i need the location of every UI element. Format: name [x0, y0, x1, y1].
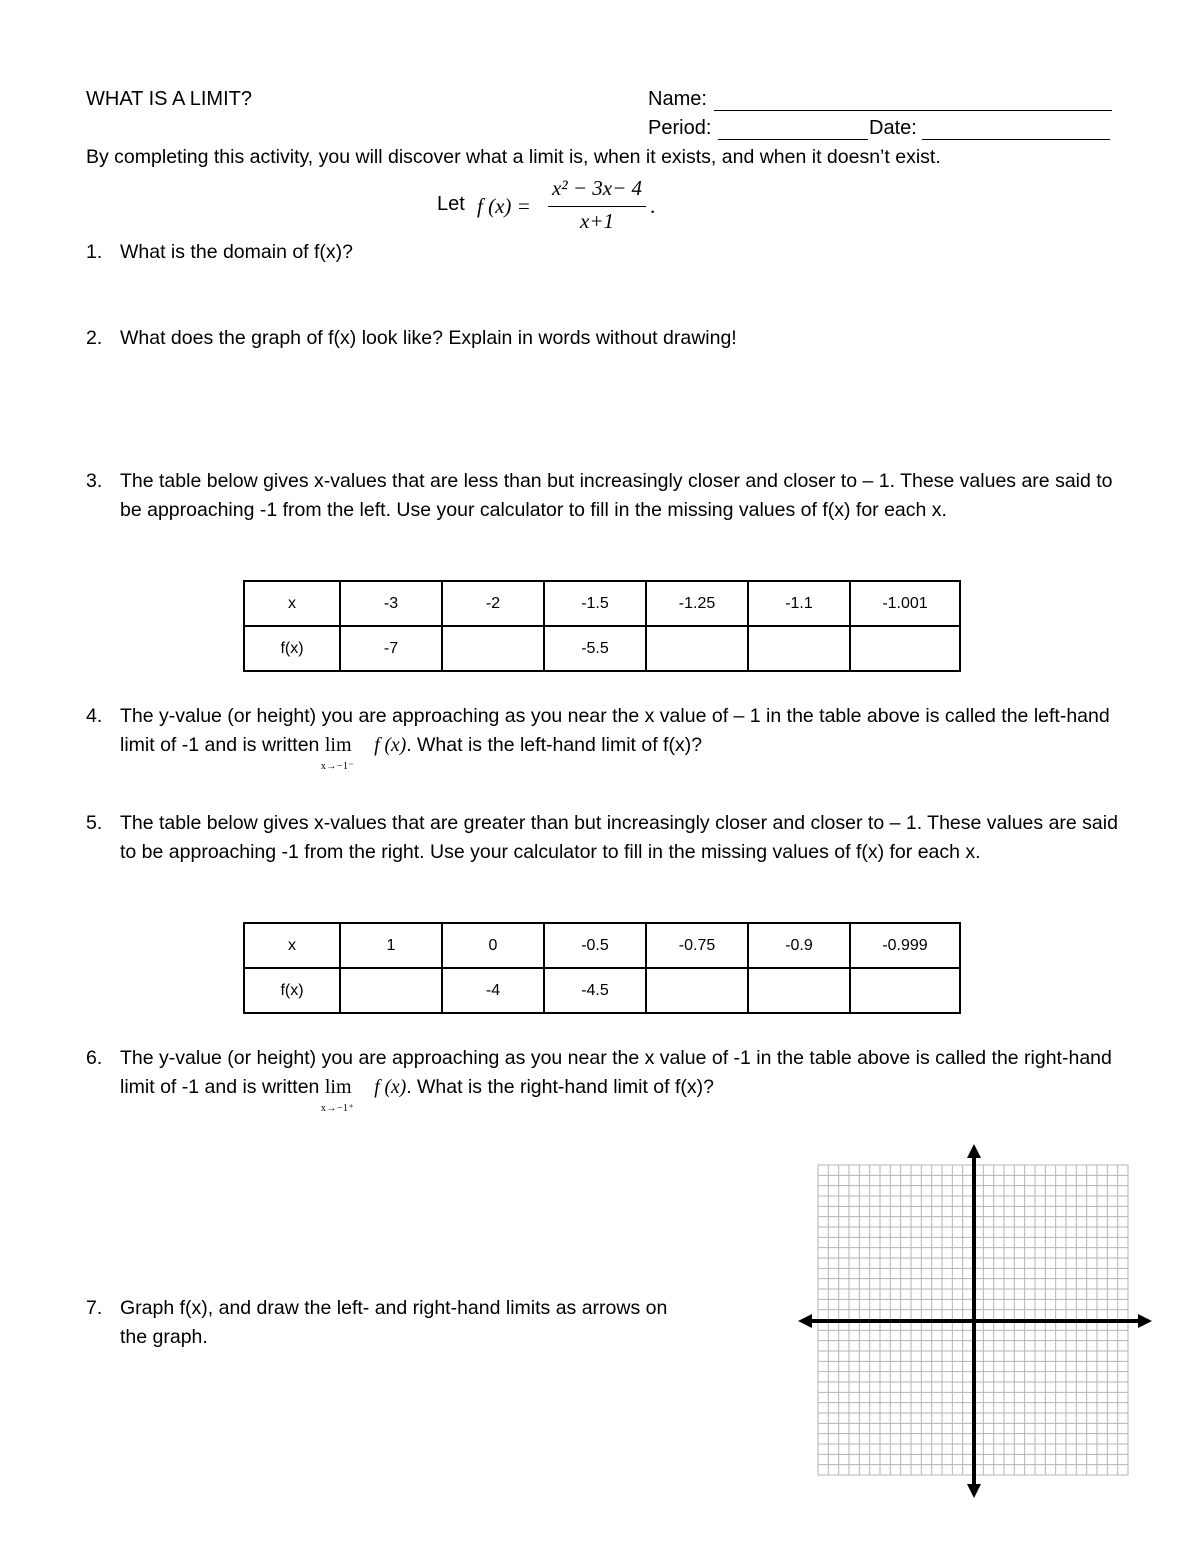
- table-cell: -0.75: [646, 923, 748, 968]
- question-text: . What is the right-hand limit of f(x)?: [406, 1075, 714, 1098]
- intro-text: By completing this activity, you will discover what a limit is, when it exists, and when it doesn’t exist.: [86, 146, 941, 168]
- table-cell: -1.5: [544, 581, 646, 626]
- table-cell: -5.5: [544, 626, 646, 671]
- table-row: [244, 968, 960, 1013]
- period-blank[interactable]: [718, 139, 868, 140]
- x-axis-left-arrow-icon: [798, 1314, 812, 1328]
- question-text: The table below gives x-values that are greater than but increasingly closer and closer to – 1. These values are said to be approaching -1 from the right. Use your calculator to fill in the missing values of f(x) for each x.: [120, 812, 1118, 863]
- question-4: [86, 702, 1126, 772]
- lim-word: lim: [324, 733, 352, 756]
- answer-cell[interactable]: [646, 626, 748, 671]
- table-cell: -7: [340, 626, 442, 671]
- question-number: 4.: [86, 705, 103, 727]
- question-1: [86, 238, 1126, 267]
- right-approach-table: [243, 922, 961, 1014]
- date-label: Date:: [869, 117, 917, 139]
- table-cell: 1: [340, 923, 442, 968]
- question-number: 7.: [86, 1297, 103, 1319]
- table-cell: f(x): [244, 968, 340, 1013]
- answer-cell[interactable]: [748, 968, 850, 1013]
- let-label: Let: [437, 193, 465, 215]
- fraction-denominator: x+1: [580, 209, 614, 233]
- table-cell: -4.5: [544, 968, 646, 1013]
- question-text: Graph f(x), and draw the left- and right-hand limits as arrows on the graph.: [120, 1297, 668, 1348]
- answer-cell[interactable]: [646, 968, 748, 1013]
- function-lhs: f (x) =: [477, 194, 531, 218]
- lim-subscript: x→−1⁻: [320, 760, 355, 772]
- date-blank[interactable]: [922, 139, 1110, 140]
- question-number: 2.: [86, 327, 103, 349]
- question-2: [86, 324, 1126, 353]
- right-limit-notation: [320, 1073, 369, 1114]
- table-row: [244, 581, 960, 626]
- y-axis-down-arrow-icon: [967, 1484, 981, 1498]
- table-cell: -1.1: [748, 581, 850, 626]
- lim-subscript: x→−1⁺: [320, 1102, 355, 1114]
- table-cell: -3: [340, 581, 442, 626]
- question-text: What does the graph of f(x) look like? Explain in words without drawing!: [120, 327, 737, 349]
- question-3: [86, 467, 1126, 524]
- question-text: The table below gives x-values that are less than but increasingly closer and closer to – 1. These values are said to be approaching -1 from the left. Use your calculator to fill in the missing values of f(x) for each x.: [120, 470, 1113, 521]
- lim-function: f (x): [374, 734, 407, 756]
- table-cell: -1.25: [646, 581, 748, 626]
- table-row: [244, 626, 960, 671]
- table-row: [244, 923, 960, 968]
- table-cell: f(x): [244, 626, 340, 671]
- x-axis-right-arrow-icon: [1138, 1314, 1152, 1328]
- table-cell: -0.999: [850, 923, 960, 968]
- answer-cell[interactable]: [850, 626, 960, 671]
- coordinate-grid[interactable]: [792, 1140, 1158, 1502]
- fraction-bar: [548, 206, 646, 207]
- lim-function: f (x): [374, 1076, 407, 1098]
- question-number: 5.: [86, 812, 103, 834]
- question-7: [86, 1294, 686, 1351]
- table-cell: -0.9: [748, 923, 850, 968]
- left-approach-table: [243, 580, 961, 672]
- question-number: 6.: [86, 1047, 103, 1069]
- answer-cell[interactable]: [748, 626, 850, 671]
- table-cell: x: [244, 581, 340, 626]
- name-label: Name:: [648, 88, 707, 110]
- answer-cell[interactable]: [340, 968, 442, 1013]
- question-6: [86, 1044, 1126, 1114]
- lim-word: lim: [324, 1075, 352, 1098]
- question-text: What is the domain of f(x)?: [120, 241, 354, 263]
- question-text: . What is the left-hand limit of f(x)?: [406, 733, 703, 756]
- answer-cell[interactable]: [850, 968, 960, 1013]
- table-cell: -1.001: [850, 581, 960, 626]
- question-text: The y-value (or height) you are approaching as you near the x value of -1 in the table above is called the right-hand limit of -1 and is written: [120, 1047, 1112, 1098]
- function-fraction: [548, 176, 646, 234]
- table-cell: -4: [442, 968, 544, 1013]
- y-axis-up-arrow-icon: [967, 1144, 981, 1158]
- period-label: Period:: [648, 117, 712, 139]
- name-blank[interactable]: [714, 110, 1112, 111]
- question-5: [86, 809, 1126, 866]
- table-cell: x: [244, 923, 340, 968]
- fraction-numerator: x² − 3x− 4: [551, 176, 643, 200]
- function-period: .: [650, 194, 656, 218]
- question-number: 1.: [86, 241, 103, 263]
- left-limit-notation: [320, 731, 369, 772]
- table-cell: 0: [442, 923, 544, 968]
- table-cell: -2: [442, 581, 544, 626]
- question-number: 3.: [86, 470, 103, 492]
- worksheet-title: WHAT IS A LIMIT?: [86, 88, 252, 110]
- answer-cell[interactable]: [442, 626, 544, 671]
- question-text: The y-value (or height) you are approaching as you near the x value of – 1 in the table above is called the left-hand limit of -1 and is written: [120, 705, 1110, 756]
- table-cell: -0.5: [544, 923, 646, 968]
